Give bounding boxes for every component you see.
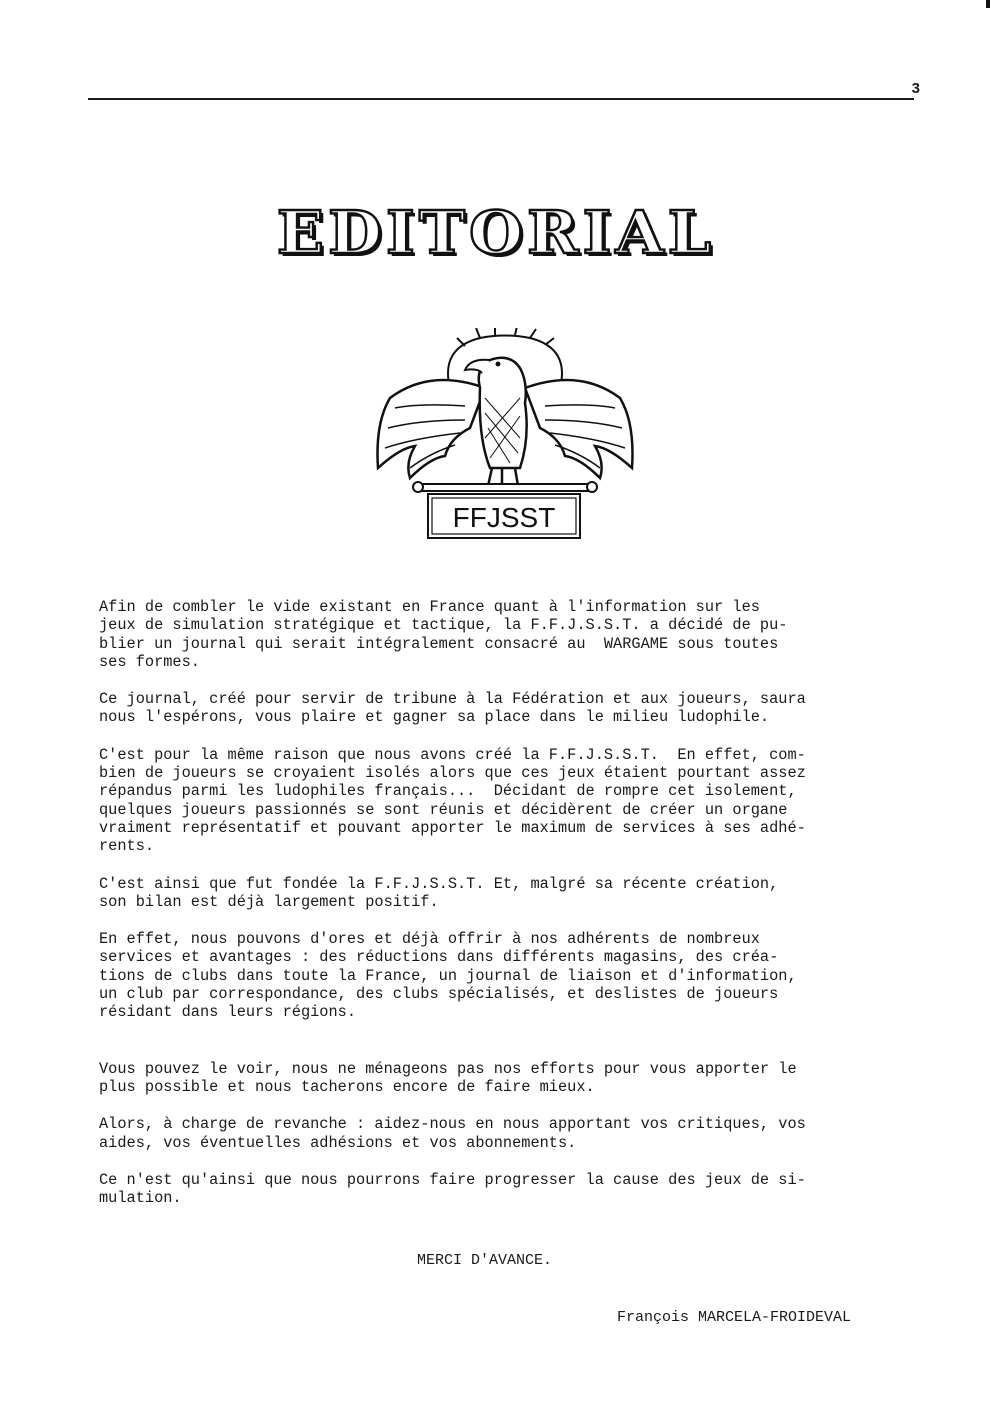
paragraph: En effet, nous pouvons d'ores et déjà offrir à nos adhérents de nombreux services et avantages : des réductions dans différents magasins, des créa- tions de clubs dans toute la France, un journal de liaison et d'information, un club par correspondance, des clubs spécialisés, et deslistes de joueurs résidant dans leurs régions.: [99, 930, 797, 1022]
scan-mark: [986, 0, 990, 8]
eagle-icon: [370, 328, 640, 544]
paragraph: C'est ainsi que fut fondée la F.F.J.S.S.T. Et, malgré sa récente création, son bilan est déjà largement positif.: [99, 874, 779, 911]
paragraph: Vous pouvez le voir, nous ne ménageons pas nos efforts pour vous apporter le plus possible et nous tacherons encore de faire mieux.: [99, 1059, 797, 1096]
header-rule: [88, 98, 914, 100]
page-number: 3: [911, 80, 920, 97]
paragraph: Afin de combler le vide existant en France quant à l'information sur les jeux de simulation stratégique et tactique, la F.F.J.S.S.T. a décidé de pu- blier un journal qui serait intégralement consacré au WARGAME sous toutes ses formes.: [99, 598, 788, 671]
ffjsst-emblem: [370, 328, 640, 544]
editorial-body: [99, 598, 889, 1226]
signature: François MARCELA-FROIDEVAL: [617, 1309, 852, 1326]
title-block: [0, 196, 992, 269]
closing-line: MERCI D'AVANCE.: [417, 1252, 553, 1269]
paragraph: C'est pour la même raison que nous avons créé la F.F.J.S.S.T. En effet, com- bien de joueurs se croyaient isolés alors que ces jeux étaient pourtant assez répandus parmi les ludophiles français... Décidant de rompre cet isolement, quelques joueurs passionnés se sont réunis et décidèrent de créer un organe vraiment représentatif et pouvant apporter le maximum de services à ses adhé- rents.: [99, 745, 806, 856]
page-title: EDITORIAL: [276, 197, 716, 268]
paragraph: Alors, à charge de revanche : aidez-nous en nous apportant vos critiques, vos aides, vos éventuelles adhésions et vos abonnements.: [99, 1115, 806, 1152]
emblem-label: FFJSST: [452, 502, 556, 533]
paragraph: Ce journal, créé pour servir de tribune à la Fédération et aux joueurs, saura nous l'espérons, vous plaire et gagner sa place dans le milieu ludophile.: [99, 690, 806, 727]
paragraph: Ce n'est qu'ainsi que nous pourrons faire progresser la cause des jeux de si- mulation.: [99, 1170, 806, 1208]
